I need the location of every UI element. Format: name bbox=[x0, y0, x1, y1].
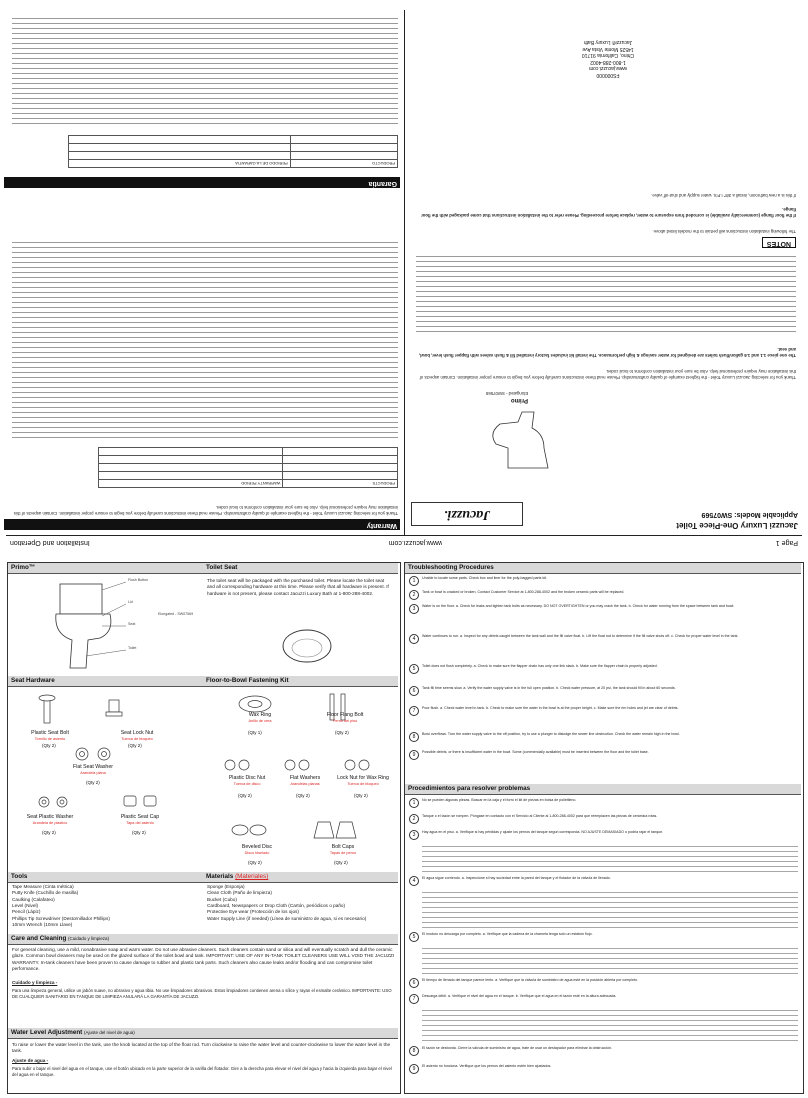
trouble-item-9: Possible debris, or there is insufficient water in the bowl. Some (commercially available) must be inserted between the floor and the toilet base. bbox=[422, 750, 649, 754]
proc-2-icon: 2 bbox=[409, 814, 419, 824]
qty-flat-washers: (Qty 2) bbox=[296, 793, 310, 798]
proc-item-5: El inodoro no descarga por completo. a. Verifique que la cadena de la charnela tenga solo un eslabón flojo. bbox=[422, 932, 593, 936]
part-flat-seat-washer: Flat Seat Washer Arandela plana bbox=[73, 764, 113, 775]
part-flat-washers: Flat Washers Arandelas planas bbox=[289, 775, 321, 786]
trouble-item-6: Tank fill time seems slow. a. Verify the water supply valve is in the full open position. b. Check water pressure, at 20 psi, the tank should fill in about 60 seconds. bbox=[422, 686, 676, 690]
step-9-icon: 9 bbox=[409, 750, 419, 760]
top-page-header bbox=[6, 535, 802, 546]
flange-text: If the floor flange (commercially available) is corroded from exposure to water, replace before proceeding. Please refer to the installation instructions that come packaged with the floor flange. bbox=[421, 207, 796, 218]
primo-heading: Primo™ bbox=[8, 563, 203, 574]
site-url: www.jacuzzi.com bbox=[388, 539, 442, 546]
step-7-icon: 7 bbox=[409, 706, 419, 716]
water-text: To raise or lower the water level in the tank, use the knob located at the top of the float rod. Turn clockwise to raise the water level and counter-clockwise to lower the water level in the tank. bbox=[12, 1042, 391, 1054]
care-spanish-heading: Cuidado y limpieza - bbox=[12, 980, 58, 985]
water-spanish-heading: Ajuste de agua - bbox=[12, 1058, 49, 1063]
notes-text: The following installation instructions will pertain to the models listed above. bbox=[652, 229, 796, 234]
proc-6-icon: 6 bbox=[409, 978, 419, 988]
page-number: Page 1 bbox=[775, 539, 798, 546]
trouble-item-5: Toilet does not flush completely. a. Check to make sure the flapper chain has only one link slack. b. Make sure the flapper chain is properly adjusted. bbox=[422, 664, 658, 668]
spanish-intro bbox=[416, 256, 796, 336]
installation-page bbox=[0, 560, 808, 1098]
trouble-item-2: Tank or bowl is cracked or broken. Contact Customer Service at 1-800-288-4002 and the broken ceramic parts will be replaced. bbox=[422, 590, 625, 594]
product-models: Applicable Models: SW07569 bbox=[701, 511, 798, 518]
column-divider bbox=[404, 10, 405, 536]
qty-bolt-caps: (Qty 2) bbox=[334, 860, 348, 865]
procedimientos-heading: Procedimientos para resolver problemas bbox=[405, 784, 801, 795]
part-plastic-seat-cap: Plastic Seat Cap Tapa del asiento bbox=[120, 814, 160, 825]
proc-8-icon: 8 bbox=[409, 1046, 419, 1056]
proc-9-icon: 9 bbox=[409, 1064, 419, 1074]
proc-3-icon: 3 bbox=[409, 830, 419, 840]
proc-1-icon: 1 bbox=[409, 798, 419, 808]
new-install-text: If this is a new bathroom, install a 3/8" I.P.S. water supply and shut-off valve. bbox=[651, 193, 796, 198]
materials-list: Sponge (Esponja) Clean Cloth (Paño de limpieza) Bucket (Cubo) Cardboard, Newspapers or Drop Cloth (Cartón, periódicos o paño) Protective Eye wear (Protección de los ojos) Water Supply Line (if needed) (Línea de suministro de agua, si es necesario) bbox=[207, 884, 367, 921]
step-4-icon: 4 bbox=[409, 634, 419, 644]
trouble-item-8: Bowl overflows. Turn the water supply valve to the off position, try to use a plunger to dislodge the sewer line obstruction. Check the water remain high in the bowl. bbox=[422, 732, 680, 736]
garantia-heading: Garantia bbox=[4, 177, 400, 188]
proc-item-7: Descarga débil. a. Verifique el nivel del agua en el tanque. b. Verifique que el agua en el tazón esté en la altura adecuada. bbox=[422, 994, 617, 998]
garantia-fine-print bbox=[12, 18, 398, 128]
trouble-item-3: Water is on the floor. a. Check for leaks and tighten tank bolts as necessary. DO NOT OVERTIGHTEN or you may crack the tank. b. Check for water running from the space between tank and bowl. bbox=[422, 604, 735, 608]
proc-item-7-detail bbox=[422, 1006, 798, 1042]
qty-plastic-seat-cap: (Qty 2) bbox=[132, 830, 146, 835]
qty-plastic-disc-nut: (Qty 2) bbox=[238, 793, 252, 798]
product-title: Jacuzzi Luxury One-Piece Toilet bbox=[676, 521, 798, 530]
qty-floor-flang-bolt: (Qty 2) bbox=[335, 730, 349, 735]
trouble-item-4: Water continues to run. a. Inspect for any debris caught between the tank wall and the fill valve float. b. Lift the float rod to determine if the fill valve shuts off. c. Check for proper water level in the tank. bbox=[422, 634, 739, 638]
care-heading: Care and Cleaning (Cuidado y limpieza) bbox=[8, 934, 398, 945]
step-2-icon: 2 bbox=[409, 590, 419, 600]
proc-item-2: Tanque o el tazón se rompen. Póngase en contacto con el Servicio al Cliente al 1-800-288-4002 para que reemplacen las piezas de cerámica rotas. bbox=[422, 814, 658, 818]
elongated-label: Elongated - SW07569 bbox=[158, 612, 194, 616]
water-spanish-text: Para subir o bajar el nivel del agua en el tanque, use el botón ubicado en la parte superior de la varilla del flotador. Gire a la derecha para elevar el nivel del agua y hacia la izquierda para bajar el nivel del agua en el tanque. bbox=[12, 1066, 392, 1077]
seat-image bbox=[280, 626, 335, 666]
trouble-item-7: Poor flush. a. Check water level in tank. b. Check to make sure the water in the bowl is at the proper height. c. Make sure the rim holes and jet are clear of debris. bbox=[422, 706, 679, 710]
warranty-table: PRODUCTS WARRANTY PERIOD bbox=[98, 447, 398, 488]
elongated-model: Elongated - SW07569 bbox=[485, 391, 528, 396]
toilet-seat-heading: Toilet Seat bbox=[203, 563, 398, 574]
proc-7-icon: 7 bbox=[409, 994, 419, 1004]
toilet-seat-text: The toilet seat will be packaged with the purchased toilet. Please locate the toilet seat and all corresponding hardware at this time. Please verify that all hardware is present. If hardware is not present, please contact Jacuzzi Luxury Bath at 1-800-288-4002. bbox=[207, 578, 389, 596]
callout-flush-button: Flush Button bbox=[128, 578, 149, 582]
trouble-item-1: Unable to locate some parts. Check box and liner for the poly-bagged parts kit. bbox=[422, 576, 548, 580]
proc-item-4: El agua sigue corriendo. a. Inspeccione si hay suciedad entre la pared del tanque y el flotador de la válvula de llenado. bbox=[422, 876, 611, 880]
proc-item-6: El tiempo de llenado del tanque parece lento. a. Verifique que la válvula de suministro de agua esté en la posición abierta por completo. bbox=[422, 978, 638, 982]
qty-seat-lock-nut: (Qty 2) bbox=[128, 743, 142, 748]
qty-wax-ring: (Qty 1) bbox=[248, 730, 262, 735]
part-lock-nut-wax-ring: Lock Nut for Wax Ring Tuerca de bloqueo bbox=[337, 775, 389, 786]
part-seat-plastic-washer: Seat Plastic Washer Arandela de plastico bbox=[26, 814, 74, 825]
step-5-icon: 5 bbox=[409, 664, 419, 674]
proc-item-9: El asiento no funciona. Verifique que los pernos del asiento estén bien ajustados. bbox=[422, 1064, 552, 1068]
seat-hardware-drawings bbox=[24, 692, 194, 892]
floor-kit-heading: Floor-to-Bowl Fastening Kit bbox=[203, 676, 398, 687]
qty-lock-nut-wax-ring: (Qty 2) bbox=[354, 793, 368, 798]
warranty-intro: Thank you for selecting Jacuzzi Luxury Toilet - the highest example of quality craftsmanship. Please read these instructions carefully before you begin to ensure proper installation. Contain aspects of this installation may require professional help. Also be sure your installation conforms to local codes. bbox=[13, 505, 398, 516]
proc-4-icon: 4 bbox=[409, 876, 419, 886]
tools-heading: Tools bbox=[8, 872, 203, 883]
step-6-icon: 6 bbox=[409, 686, 419, 696]
part-seat-lock-nut: Seat Lock Nut Tuerca de bloqueo bbox=[120, 730, 154, 741]
part-plastic-disc-nut: Plastic Disc Nut Tuerca de disco bbox=[228, 775, 266, 786]
proc-item-3: Hay agua en el piso. a. Verifique si hay pérdidas y ajuste los pernos del tanque según corresponda. NO AJUSTE DEMASIADO o podría rajar el tanque. bbox=[422, 830, 664, 834]
care-spanish-text: Para una limpieza general, utilice un jabón suave, no abrasivo y agua tibia. No use limpiadores abrasivos. Estos limpiadores contienen arena o sílice y rayan el esmalte cerámico. IMPORTANTE: USO DE CUALQUIER SANITARIO EN TANQUE DE LIMPIEZA ANULARÁ LA GARANTÍA DE JACUZZI. bbox=[12, 988, 392, 999]
address-block: FS000000 www.jacuzzi.com 1-800-288-4002 Chino, California 91710 14525 Monte Vista Ave Jacuzzi® Luxury Bath bbox=[581, 39, 635, 78]
step-8-icon: 8 bbox=[409, 732, 419, 742]
qty-plastic-seat-bolt: (Qty 2) bbox=[42, 743, 56, 748]
proc-item-4-detail bbox=[422, 888, 798, 928]
intro-text: Thank you for selecting Jacuzzi Luxury Toilet - the highest example of quality craftsmanship. Please read these instructions carefully before you begin to ensure proper installation. Contain aspects of this installation may require professional help. Also be sure your installation conforms to local codes. bbox=[419, 369, 796, 380]
callout-lid: Lid bbox=[128, 600, 133, 604]
proc-item-1: No se pueden algunas piezas. Buscar en la caja y el forro el kit de piezas en bolsa de polietileno. bbox=[422, 798, 577, 802]
step-3-icon: 3 bbox=[409, 604, 419, 614]
qty-seat-plastic-washer: (Qty 2) bbox=[42, 830, 56, 835]
factory-text: The one piece 1.1 and 1.6 gallon/flush toilets are designed for water savings & high performance. The install kit includes factory installed fill & flush valves with flapper flush lever, bowl, and seat. bbox=[418, 347, 796, 358]
tools-list: Tape Measure (Cinta métrica) Putty Knife (Cuchillo de masilla) Caulking (Calafateo) Level (Nivel) Pencil (Lápiz) Phillips Tip Screwdriver (Destornillador Phillips) 10mm Wrench (10mm Llave) bbox=[12, 884, 110, 928]
care-text: For general cleaning, use a mild, nonabrasive soap and warm water. Do not use abrasive cleaners. Such cleaners contain sand or silica and will eventually scratch and dull the ceramic glaze. Common bowl cleaners may be used on the glazed surface of the toilet bowl and tank. IMPORTANT: USE OF ANY IN-TANK TOILET CLEANERS USE WILL VOID THE JACUZZI WARRANTY. In-tank cleaners have been proven to cause damage to rubber and plastic tank parts. Such cleaners also cause leaks and/or flooding and can compromise toilet performance. bbox=[12, 947, 395, 972]
header-doc-title: Installation and Operation bbox=[10, 539, 90, 546]
jacuzzi-logo: Jacuzzi. bbox=[411, 502, 523, 526]
water-heading: Water Level Adjustment (Ajuste del nivel de agua) bbox=[8, 1028, 398, 1039]
proc-item-8: El tazón se desborda. Cierre la válvula de suministro de agua, trate de usar un destapador para eliminar la obstrucción. bbox=[422, 1046, 612, 1050]
upside-down-page bbox=[0, 0, 808, 548]
part-beveled-disc: Beveled Disc Disco biselado bbox=[241, 844, 273, 855]
primo-label: Primo bbox=[510, 397, 528, 403]
seat-hardware-heading: Seat Hardware bbox=[8, 676, 203, 687]
step-1-icon: 1 bbox=[409, 576, 419, 586]
part-plastic-seat-bolt: Plastic Seat Bolt Tornillo de asiento bbox=[31, 730, 69, 741]
proc-5-icon: 5 bbox=[409, 932, 419, 942]
part-bolt-caps: Bolt Caps Tapas de perno bbox=[329, 844, 357, 855]
proc-item-3-detail bbox=[422, 842, 798, 872]
part-floor-flang-bolt: Floor Flang Bolt Perno del piso bbox=[326, 712, 364, 723]
notes-heading: NOTES bbox=[762, 237, 796, 248]
qty-beveled-disc: (Qty 2) bbox=[248, 860, 262, 865]
proc-item-5-detail bbox=[422, 944, 798, 974]
toilet-thumbnail bbox=[478, 408, 558, 478]
part-wax-ring: Wax Ring Anillo de cera bbox=[248, 712, 272, 723]
warranty-heading: Warranty bbox=[4, 519, 400, 530]
troubleshooting-heading: Troubleshooting Procedures bbox=[405, 563, 801, 574]
garantia-table: PRODUCTO PERIODO DE LA GARANTIA bbox=[68, 135, 398, 168]
warranty-fine-print bbox=[12, 242, 398, 442]
materials-heading: Materials (Materiales) bbox=[203, 872, 398, 883]
callout-seat: Seat bbox=[128, 622, 136, 626]
qty-flat-seat-washer: (Qty 2) bbox=[86, 780, 100, 785]
callout-toilet: Toilet bbox=[128, 646, 137, 650]
